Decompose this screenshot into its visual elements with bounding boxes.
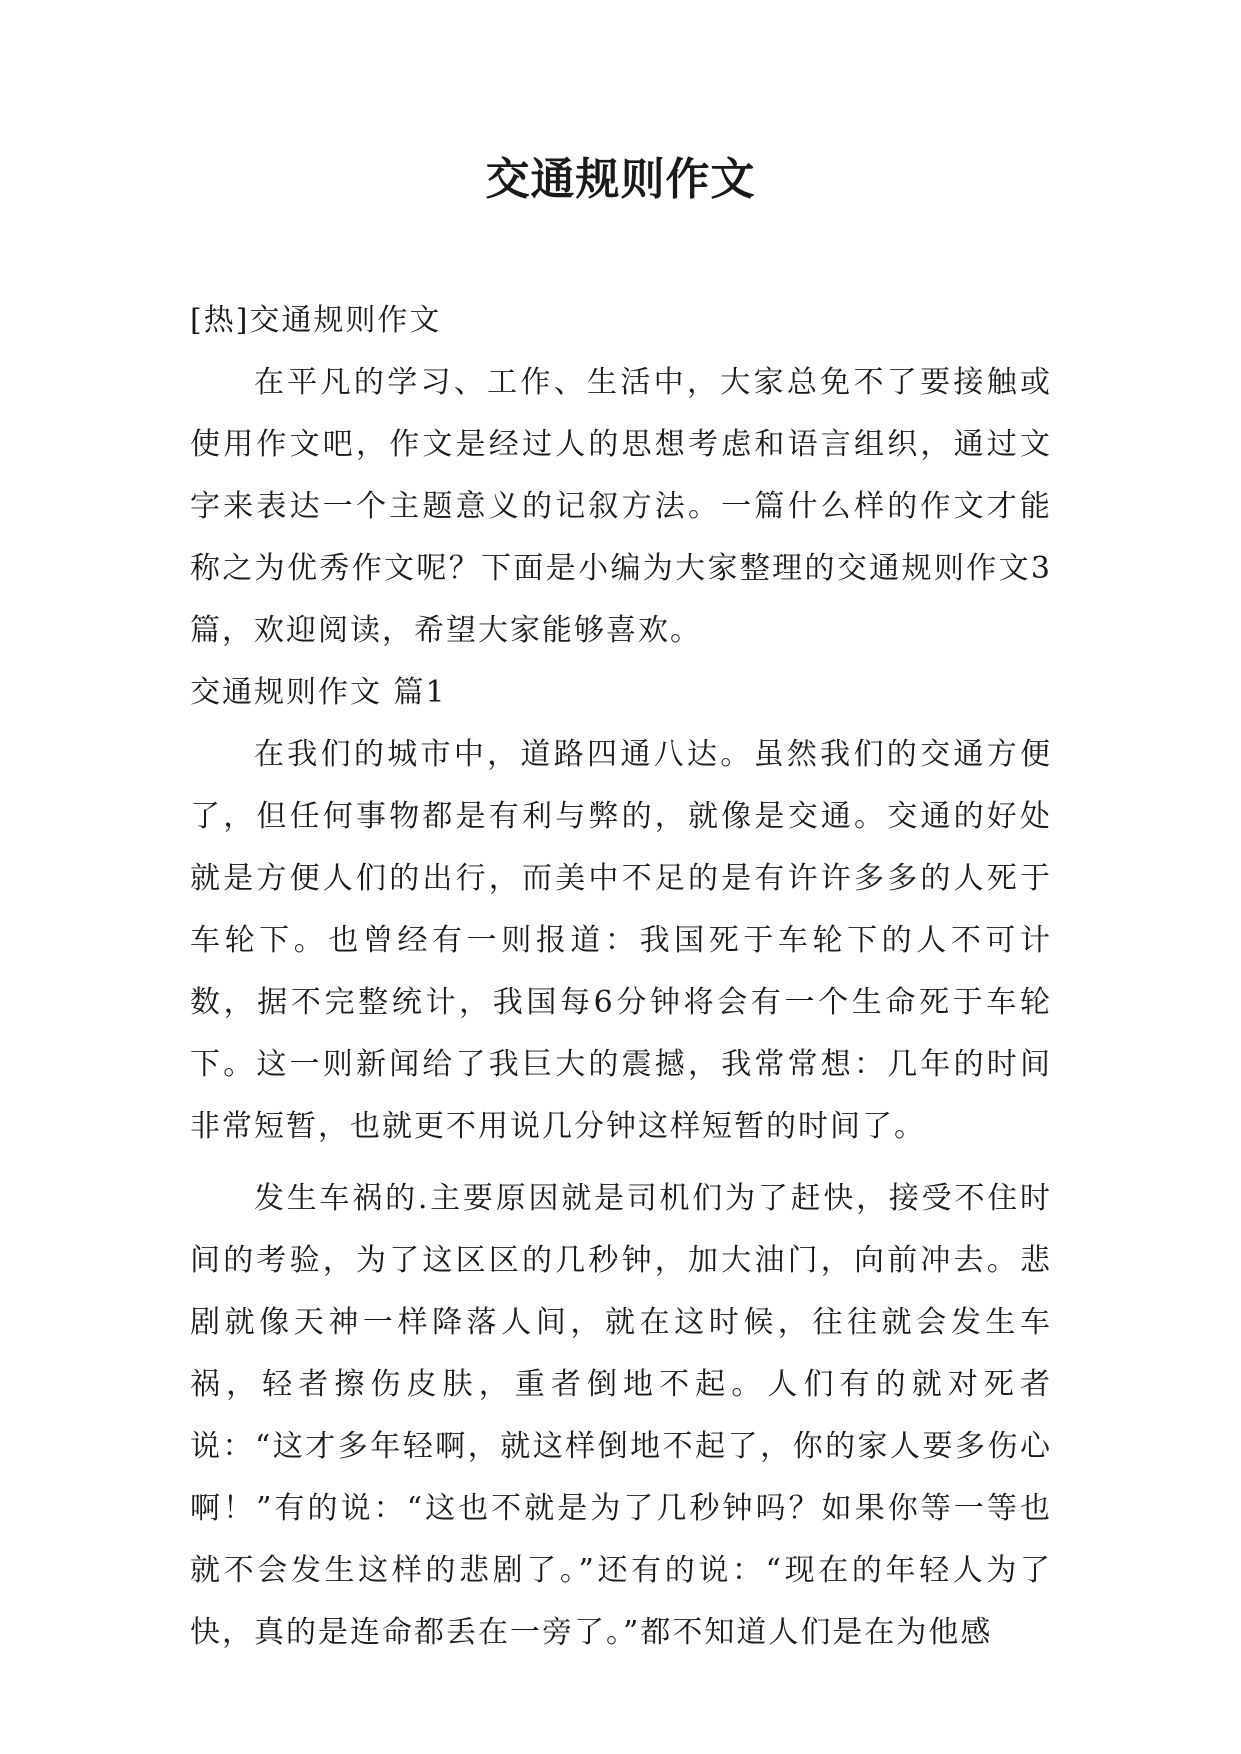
document-body	[190, 290, 1052, 1664]
document-title: 交通规则作文	[485, 154, 756, 205]
document-subtitle: [热]交通规则作文	[190, 303, 442, 338]
body-paragraph-2: 发生车祸的.主要原因就是司机们为了赶快，接受不住时间的考验，为了这区区的几秒钟，加大油门，向前冲去。悲剧就像天神一样降落人间，就在这时候，往往就会发生车祸，轻者擦伤皮肤，重者倒地不起。人们有的就对死者说：“这才多年轻啊，就这样倒地不起了，你的家人要多伤心啊！”有的说：“这也不就是为了几秒钟吗？如果你等一等也就不会发生这样的悲剧了。”还有的说：“现在的年轻人为了快，真的是连命都丢在一旁了。”都不知道人们是在为他感	[190, 1181, 1052, 1650]
section-heading: 交通规则作文 篇1	[190, 675, 447, 710]
body-paragraph-1: 在我们的城市中，道路四通八达。虽然我们的交通方便了，但任何事物都是有利与弊的，就像是交通。交通的好处就是方便人们的出行，而美中不足的是有许许多多的人死于车轮下。也曾经有一则报道：我国死于车轮下的人不可计数，据不完整统计，我国每6分钟将会有一个生命死于车轮下。这一则新闻给了我巨大的震撼，我常常想：几年的时间非常短暂，也就更不用说几分钟这样短暂的时间了。	[190, 737, 1052, 1144]
intro-paragraph: 在平凡的学习、工作、生活中，大家总免不了要接触或使用作文吧，作文是经过人的思想考虑和语言组织，通过文字来表达一个主题意义的记叙方法。一篇什么样的作文才能称之为优秀作文呢？下面是小编为大家整理的交通规则作文3篇，欢迎阅读，希望大家能够喜欢。	[190, 365, 1052, 648]
